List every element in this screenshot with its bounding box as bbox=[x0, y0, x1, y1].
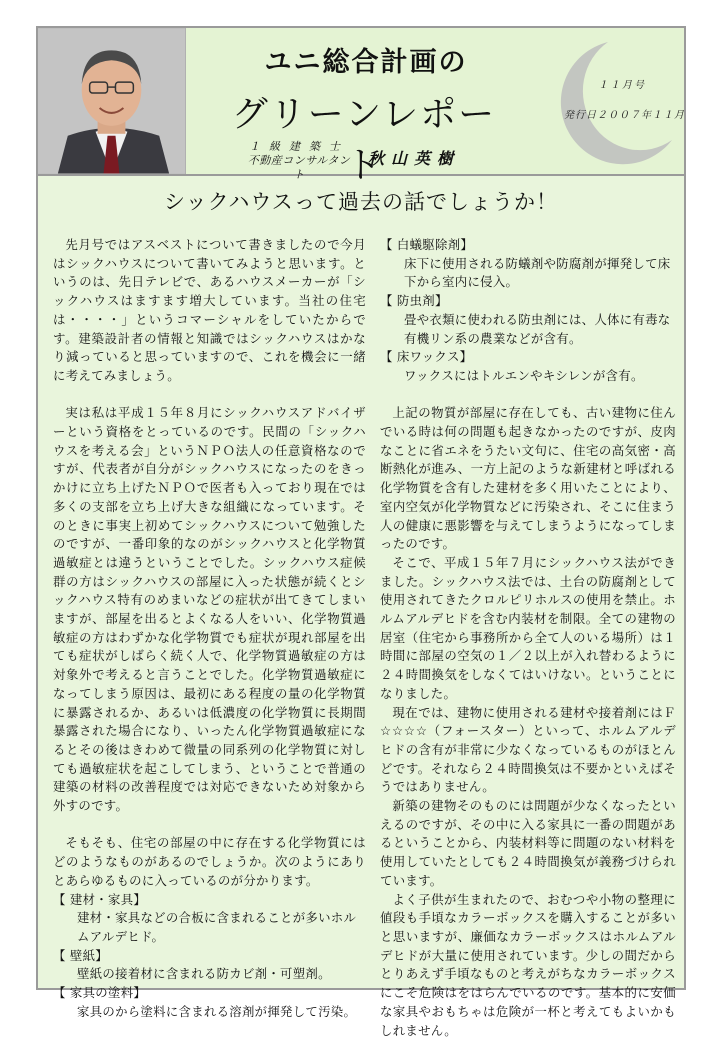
intro-paragraph: 先月号ではアスベストについて書きましたので今月はシックハウスについて書いてみようと思います。というのは、先日テレビで、あるハウスメーカーが「シックハウスはますます増大しています。当社の住宅は・・・・」というコマーシャルをしていたからです。建築設計者の情報と知識ではシックハウスはかなり減っていると思っていますので、これを機会に一緒に考えてみましょう。 bbox=[53, 237, 366, 383]
article-headline: シックハウスって過去の話でしょうか！ bbox=[164, 190, 558, 214]
crescent-moon-icon bbox=[538, 36, 678, 170]
list-item-heading: 【 建材・家具】 bbox=[53, 891, 147, 907]
paragraph-gap bbox=[53, 816, 366, 835]
color-box-paragraph: よく子供が生まれたので、おむつや小物の整理に値段も手頃なカラーボックスを購入することが多いと思いますが、廉価なカラーボックスはホルムアルデヒドが大量に使用されています。少しの間だからとりあえず手頃なものと考えがちなカラーボックスにこそ危険はをはらんでいるのです。基本的に安価な家具やおもちゃは危険が一杯と考えてもよいかもしれません。 bbox=[380, 891, 676, 1038]
paragraph-gap bbox=[380, 386, 676, 405]
newsletter-title-line1: ユニ総合計画の bbox=[264, 47, 468, 78]
four-star-paragraph: 現在では、建物に使用される建材や接着剤にはＦ☆☆☆☆（フォースター）といって、ホルムアルデヒドの含有が非常に少なくなっているものがほとんどです。それなら２４時間換気は不要かといえばそうではありません。 bbox=[380, 704, 676, 795]
list-item-heading: 【 防虫剤】 bbox=[380, 293, 448, 309]
author-photo bbox=[38, 28, 186, 174]
issue-date: 発行日２００７年１１月 bbox=[564, 110, 685, 121]
advisor-paragraph: 実は私は平成１５年８月にシックハウスアドバイザーという資格をとっているのです。民間の「シックハウスを考える会」というＮＰＯ法人の任意資格なのですが、代表者が自分がシックハウスになったのをきっかけに立ち上げたＮＰＯで医者も入っており現在では多くの支部を立ち上げ大きな組織になっています。そのときに事実上初めてシックハウスについて勉強したのですが、一番印象的なのがシックハウスと化学物質過敏症とは違うということでした。シックハウス症候群の方はシックハウスの部屋に入った状態が続くとシックハウス特有のめまいなどの症状が出てきてしまいますが、部屋を出るとよくなる人をいい、化学物質過敏症の方はわずかな化学物質でも症状が現れ部屋を出ても症状がしばらく続く人で、化学物質過敏症の方は対象外で考えると言うことでした。化学物質過敏症になってしまう原因は、最初にある程度の量の化学物質に暴露されるか、あるいは低濃度の化学物質に長期間暴露された場合になり、いったん化学物質過敏症になるとその後はきわめて微量の同系列の化学物質に対しても過敏症状を起こしてしまう、ということで普通の建築の材料の改善程度では対応できないため対象から外すのです。 bbox=[53, 405, 366, 814]
list-item-body: 床下に使用される防蟻剤や防腐剤が揮発して床下から室内に侵入。 bbox=[404, 255, 671, 290]
credential-architect: １級建築士 bbox=[249, 140, 349, 153]
credential-consultant: 不動産コンサルタント bbox=[247, 154, 351, 181]
issue-month: １１月号 bbox=[598, 80, 646, 91]
author-name: 秋山英樹 bbox=[368, 149, 461, 168]
list-item-body: 建材・家具などの合板に含まれることが多いホルムアルデヒド。 bbox=[77, 910, 357, 944]
list-item-body: ワックスにはトルエンやキシレンが含有。 bbox=[404, 367, 644, 383]
author-credentials bbox=[244, 140, 354, 182]
ventilation-paragraph: 新築の建物そのものには問題が少なくなったといえるのですが、その中に入る家具に一番の問題があるということから、内装材料等に問題のない材料を使用していたとしても２４時間換気が義務づけられています。 bbox=[380, 798, 676, 888]
paragraph-gap bbox=[53, 386, 366, 405]
newsletter-page bbox=[36, 26, 686, 1038]
author-portrait-image bbox=[38, 28, 185, 174]
right-column bbox=[380, 236, 676, 1040]
newsletter-title-line2: グリーンレポート bbox=[231, 94, 497, 186]
list-item-heading: 【 壁紙】 bbox=[53, 947, 109, 963]
list-item-heading: 【 床ワックス】 bbox=[380, 349, 473, 365]
list-item-body: 家具のから塗料に含まれる溶剤が揮発して汚染。 bbox=[77, 1003, 357, 1019]
chemicals-intro-paragraph: そもそも、住宅の部屋の中に存在する化学物質にはどのようなものがあるのでしょうか。次のようにありとあらゆるものに入っているのが分かります。 bbox=[53, 835, 366, 888]
list-item-heading: 【 家具の塗料】 bbox=[53, 985, 147, 1001]
sick-house-law-paragraph: そこで、平成１５年７月にシックハウス法ができました。シックハウス法では、土台の防腐剤として使用されてきたクロルピリホルスの使用を禁止。ホルムアルデヒドを含む内装材を制限。全ての建物の居室（住宅から事務所から全て人のいる場所）は１時間に部屋の空気の１／２以上が入れ替わるように２４時間換気をしなくてはいけない。ということになりました。 bbox=[380, 554, 676, 701]
list-item-heading: 【 白蟻駆除剤】 bbox=[380, 237, 474, 252]
list-item-body: 畳や衣類に使われる防虫剤には、人体に有毒な有機リン系の農業などが含有。 bbox=[404, 311, 671, 346]
left-column bbox=[53, 236, 366, 1022]
list-item-body: 壁紙の接着材に含まれる防カビ剤・可塑剤。 bbox=[77, 966, 331, 982]
energy-saving-paragraph: 上記の物質が部屋に存在しても、古い建物に住んでいる時は何の問題も起きなかったのですが、皮肉なことに省エネをうたい文句に、住宅の高気密・高断熱化が進み、一方上記のような新建材と呼ばれる化学物質を含有した建材を多く用いたことにより、室内空気が化学物質などに汚染され、そこに住まう人の健康に悪影響を与えてしまうようになってしまったのです。 bbox=[380, 405, 676, 552]
newsletter-header bbox=[38, 28, 685, 186]
